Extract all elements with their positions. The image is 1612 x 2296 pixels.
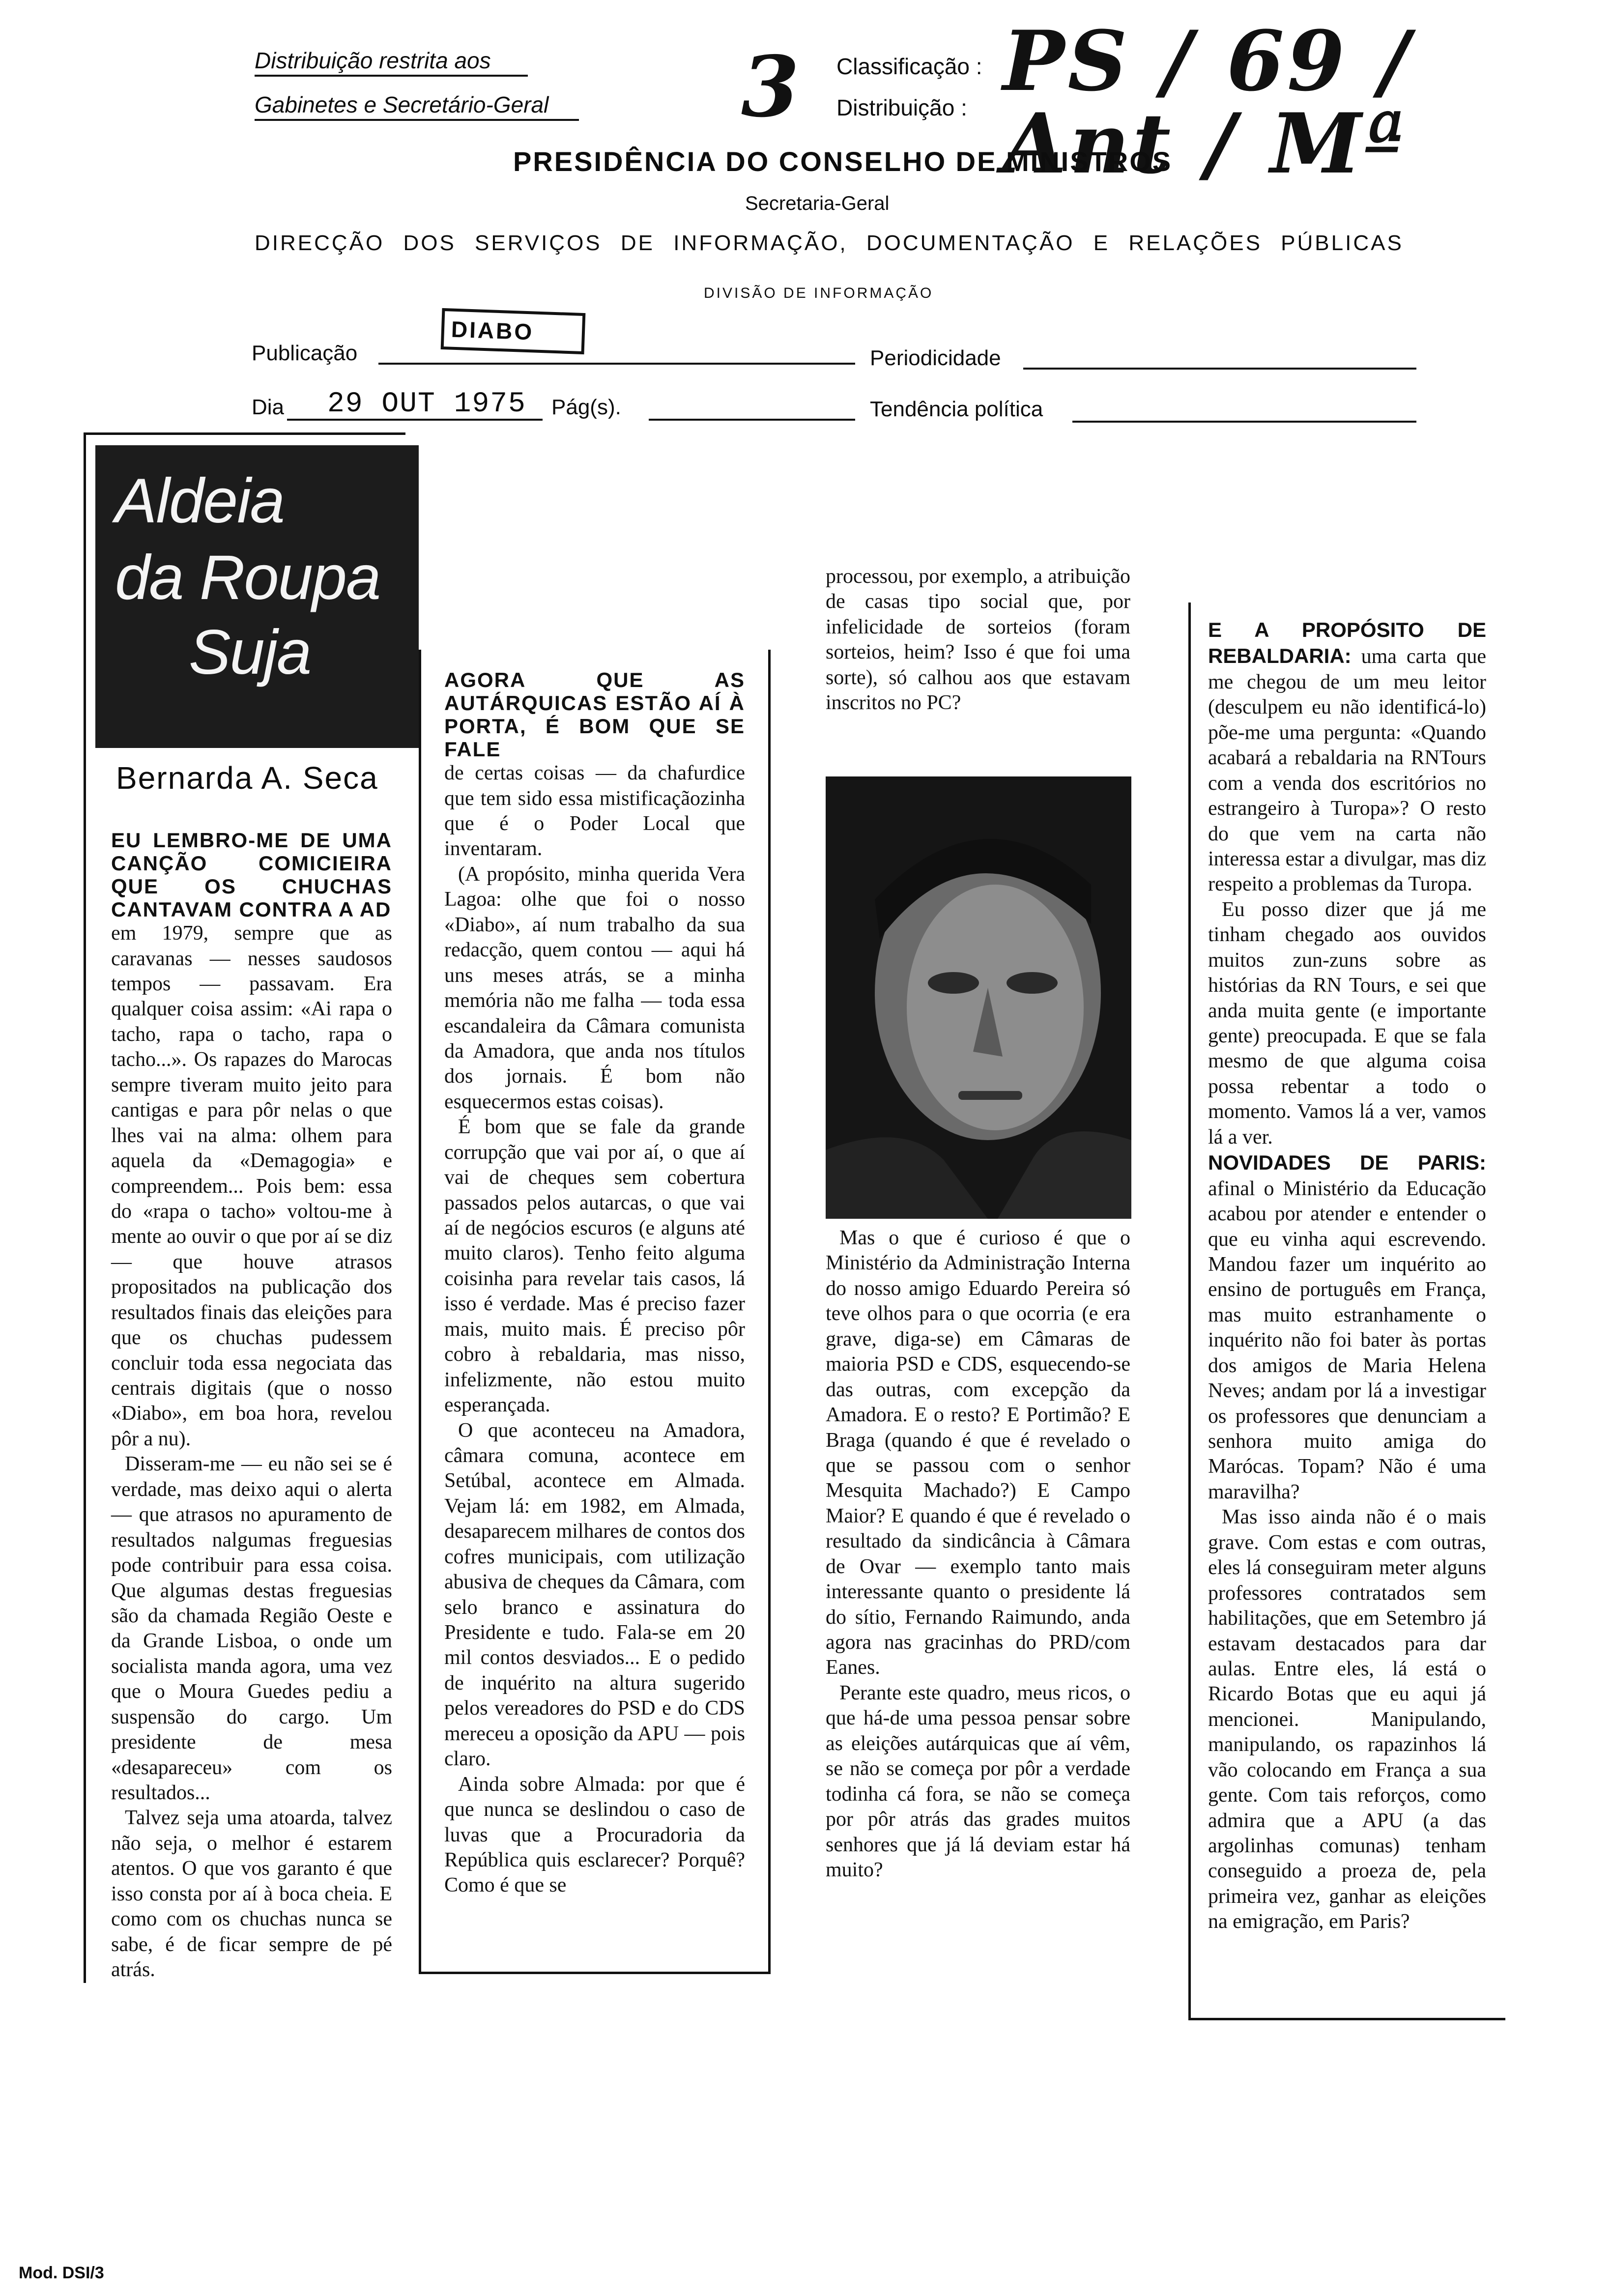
distribution-underline-2 bbox=[255, 119, 579, 121]
handwritten-classification: PS / 69 / Ant / Mª bbox=[1003, 12, 1412, 192]
masthead-line2: da Roupa bbox=[115, 543, 380, 613]
column-1 bbox=[111, 829, 392, 1983]
col1-lead: EU LEMBRO-ME DE UMA CANÇÃO COMICIEIRA QUE OS CHUCHAS CANTAVAM CONTRA A AD bbox=[111, 829, 392, 921]
col2-paragraph-4: Ainda sobre Almada: por que é que nunca se deslindou o caso de luvas que a Procuradoria da República quis esclarecer? Porquê? Como é que se bbox=[444, 1773, 745, 1897]
distribution-note-line1: Distribuição restrita aos bbox=[255, 48, 491, 73]
col2-paragraph-2: É bom que se fale da grande corrupção que vai por aí, o que aí vai de cheques sem cobertura passados pelos autarcas, o que vai aí de negócios escuros (e alguns até muito claros). Tenho feito alguma coisinha para revelar tais casos, lá isso é verdade. Mas é preciso fazer mais, muito mais. É preciso pôr cobro à rebaldaria, mas nisso, infelizmente, não estou muito esperançada. bbox=[444, 1116, 745, 1417]
col3-paragraph-2: Perante este quadro, meus ricos, o que há-de uma pessoa pensar sobre as eleições autárquicas que aí vêm, se não se começa por pôr a verdade todinha cá fora, se não se começa por pôr atrás das grades muitos senhores que já lá deviam estar há muito? bbox=[826, 1681, 1130, 1881]
col4-paragraph-4: Mas isso ainda não é o mais grave. Com estas e com outras, eles lá conseguiram meter alguns professores contratados sem habilitações, que em Setembro já estavam destacados para dar aulas. Entre eles, lá está o Ricardo Botas que eu aqui já mencionei. Manipulando, manipulando, os rapazinhos lá vão colocando em França a sua gente. Com tais reforços, como admira que a APU (a das argolinhas comunas) tenham conseguido a proeza de, pela primeira vez, ganhar as eleições na emigração, em Paris? bbox=[1208, 1506, 1486, 1933]
column-2 bbox=[444, 668, 745, 1898]
column-3 bbox=[826, 1226, 1130, 1883]
column-3-top bbox=[826, 564, 1130, 716]
masthead-line1: Aldeia bbox=[115, 466, 284, 536]
periodicity-label: Periodicidade bbox=[870, 346, 1001, 370]
division-subtitle: DIVISÃO DE INFORMAÇÃO bbox=[704, 285, 934, 301]
author-name: Bernarda A. Seca bbox=[116, 760, 378, 796]
article-masthead bbox=[95, 445, 419, 748]
publication-line bbox=[378, 363, 855, 365]
col3-paragraph-1: Mas o que é curioso é que o Ministério da Administração Interna do nosso amigo Eduardo Pereira só teve olhos para o que ocorria (e era grave, diga-se) em Câmaras de maioria PSD e CDS, esquecendo-se das outras, com excepção da Amadora. E o resto? E Portimão? E Braga (quando é que é revelado o que se passou com o senhor Mesquita Machado?) E Campo Maior? E quando é que é revelado o resultado da sindicância à Câmara de Ovar — exemplo tanto mais interessante quanto o presidente lá do sítio, Fernando Raimundo, anda agora nas gracinhas do PRD/com Eanes. bbox=[826, 1227, 1130, 1679]
col4-lead-1: E A PROPÓSITO DE REBALDARIA: bbox=[1208, 618, 1486, 668]
portrait-photo bbox=[826, 776, 1131, 1219]
col4-paragraph-1: uma carta que me chegou de um meu leitor (desculpem eu não identificá-lo) põe-me uma pergunta: «Quando acabará a rebaldaria na RNTours com a venda dos escritórios no estrangeiro à Turopa»? O resto do que vem na carta não interessa estar a divulgar, mas diz respeito a problemas da Turopa. bbox=[1208, 645, 1486, 896]
tendency-label: Tendência política bbox=[870, 397, 1043, 421]
col3-top-text: processou, por exemplo, a atribuição de casas tipo social que, por infelicidade de sorteios (foram sorteios, heim? Isso é que foi uma sorte), só calhou aos que estavam inscritos no PC? bbox=[826, 565, 1130, 715]
publication-label: Publicação bbox=[252, 341, 358, 365]
periodicity-line bbox=[1023, 368, 1416, 370]
directorate-title: DIRECÇÃO DOS SERVIÇOS DE INFORMAÇÃO, DOCUMENTAÇÃO E RELAÇÕES PÚBLICAS bbox=[255, 231, 1404, 255]
tendency-line bbox=[1072, 421, 1416, 423]
portrait-photo-graphic bbox=[826, 776, 1131, 1219]
day-label: Dia bbox=[252, 395, 285, 419]
column-4 bbox=[1208, 617, 1486, 1935]
col4-paragraph-2: Eu posso dizer que já me tinham chegado aos ouvidos muitos zun-zuns sobre as histórias da RN Tours, e sei que anda muita gente (e importante gente) preocupada. E que se fala mesmo de que alguma coisa possa rebentar a todo o momento. Vamos lá a ver, vamos lá a ver. bbox=[1208, 898, 1486, 1148]
handwritten-number-mark: 3 bbox=[741, 38, 800, 136]
form-code: Mod. DSI/3 bbox=[19, 2264, 104, 2282]
presidency-title: PRESIDÊNCIA DO CONSELHO DE MINISTROS bbox=[513, 146, 1173, 177]
col2-paragraph-3: O que aconteceu na Amadora, câmara comuna, acontece em Setúbal, acontece em Almada. Vejam lá: em 1982, em Almada, desaparecem milhares de contos dos cofres municipais, com utilização abusiva de cheques da Câmara, com selo branco e assinatura do Presidente e tudo. Fala-se em 20 mil contos desviados... E o pedido de inquérito na altura sugerido pelos vereadores do PSD e do CDS mereceu a oposição da APU — pois claro. bbox=[444, 1419, 745, 1771]
distribution-note-line2: Gabinetes e Secretário-Geral bbox=[255, 92, 549, 117]
col1-paragraph-1: em 1979, sempre que as caravanas — nesses saudosos tempos — passavam. Era qualquer coisa assim: «Ai rapa o tacho, rapa o tacho, rapa o tacho...». Os rapazes do Marocas sempre tiveram muito jeito para cantigas e para pôr nelas o que lhes vai na alma: olhem para aquela da «Demagogia» e compreendem... Pois bem: essa do «rapa o tacho» voltou-me à mente ao ouvir o que por aí se diz — que houve atrasos propositados na publicação dos resultados finais das eleições para que os chuchas pudessem concluir toda essa negociata das centrais digitais (que o nosso «Diabo», em boa hora, revelou pôr a nu). bbox=[111, 922, 392, 1450]
date-value: 29 OUT 1975 bbox=[327, 388, 526, 420]
distribution-label: Distribuição : bbox=[836, 95, 967, 120]
pages-line bbox=[649, 419, 855, 421]
col4-lead-2: NOVIDADES DE PARIS: bbox=[1208, 1151, 1486, 1175]
publication-stamp: DIABO bbox=[441, 308, 586, 354]
col1-paragraph-3: Talvez seja uma atoarda, talvez não seja, o melhor é estarem atentos. O que vos garanto é que isso consta por aí à boca cheia. E como com os chuchas nunca se sabe, é de ficar sempre de pé atrás. bbox=[111, 1807, 392, 1981]
masthead-line3: Suja bbox=[189, 617, 311, 688]
col4-paragraph-3: afinal o Ministério da Educação acabou por atender e entender o que eu vinha aqui escrevendo. Mandou fazer um inquérito ao ensino de português em França, mas muito estranhamente o inquérito não foi bater às portas dos amigos de Maria Helena Neves; andam por lá a investigar os professores que denunciam a senhora muito amiga do Marócas. Topam? Não é uma maravilha? bbox=[1208, 1177, 1486, 1503]
col2-lead: AGORA QUE AS AUTÁRQUICAS ESTÃO AÍ À PORTA, É BOM QUE SE FALE bbox=[444, 668, 745, 761]
pages-label: Pág(s). bbox=[551, 395, 621, 419]
col2-paragraph-1: (A propósito, minha querida Vera Lagoa: olhe que foi o nosso «Diabo», aí num trabalho da sua redacção, quem contou — aqui há uns meses atrás, se a minha memória não me falha — toda essa escandaleira da Câmara comunista da Amadora, que anda nos títulos dos jornais. É bom não esquecermos estas coisas). bbox=[444, 862, 745, 1113]
classification-label: Classificação : bbox=[836, 54, 982, 79]
col1-paragraph-2: Disseram-me — eu não sei se é verdade, mas deixo aqui o alerta — que atrasos no apuramento de resultados nalgumas freguesias pode contribuir para essa coisa. Que algumas destas freguesias são da chamada Região Oeste e da Grande Lisboa, o onde um socialista manda agora, uma vez que o Moura Guedes pediu a suspensão do cargo. Um presidente de mesa «desapareceu» com os resultados... bbox=[111, 1453, 392, 1804]
distribution-underline-1 bbox=[255, 75, 528, 77]
col2-lead-continuation: de certas coisas — da chafurdice que tem sido essa mistificaçãozinha que é o Poder Local que inventaram. bbox=[444, 762, 745, 861]
secretariat-subtitle: Secretaria-Geral bbox=[745, 193, 890, 214]
